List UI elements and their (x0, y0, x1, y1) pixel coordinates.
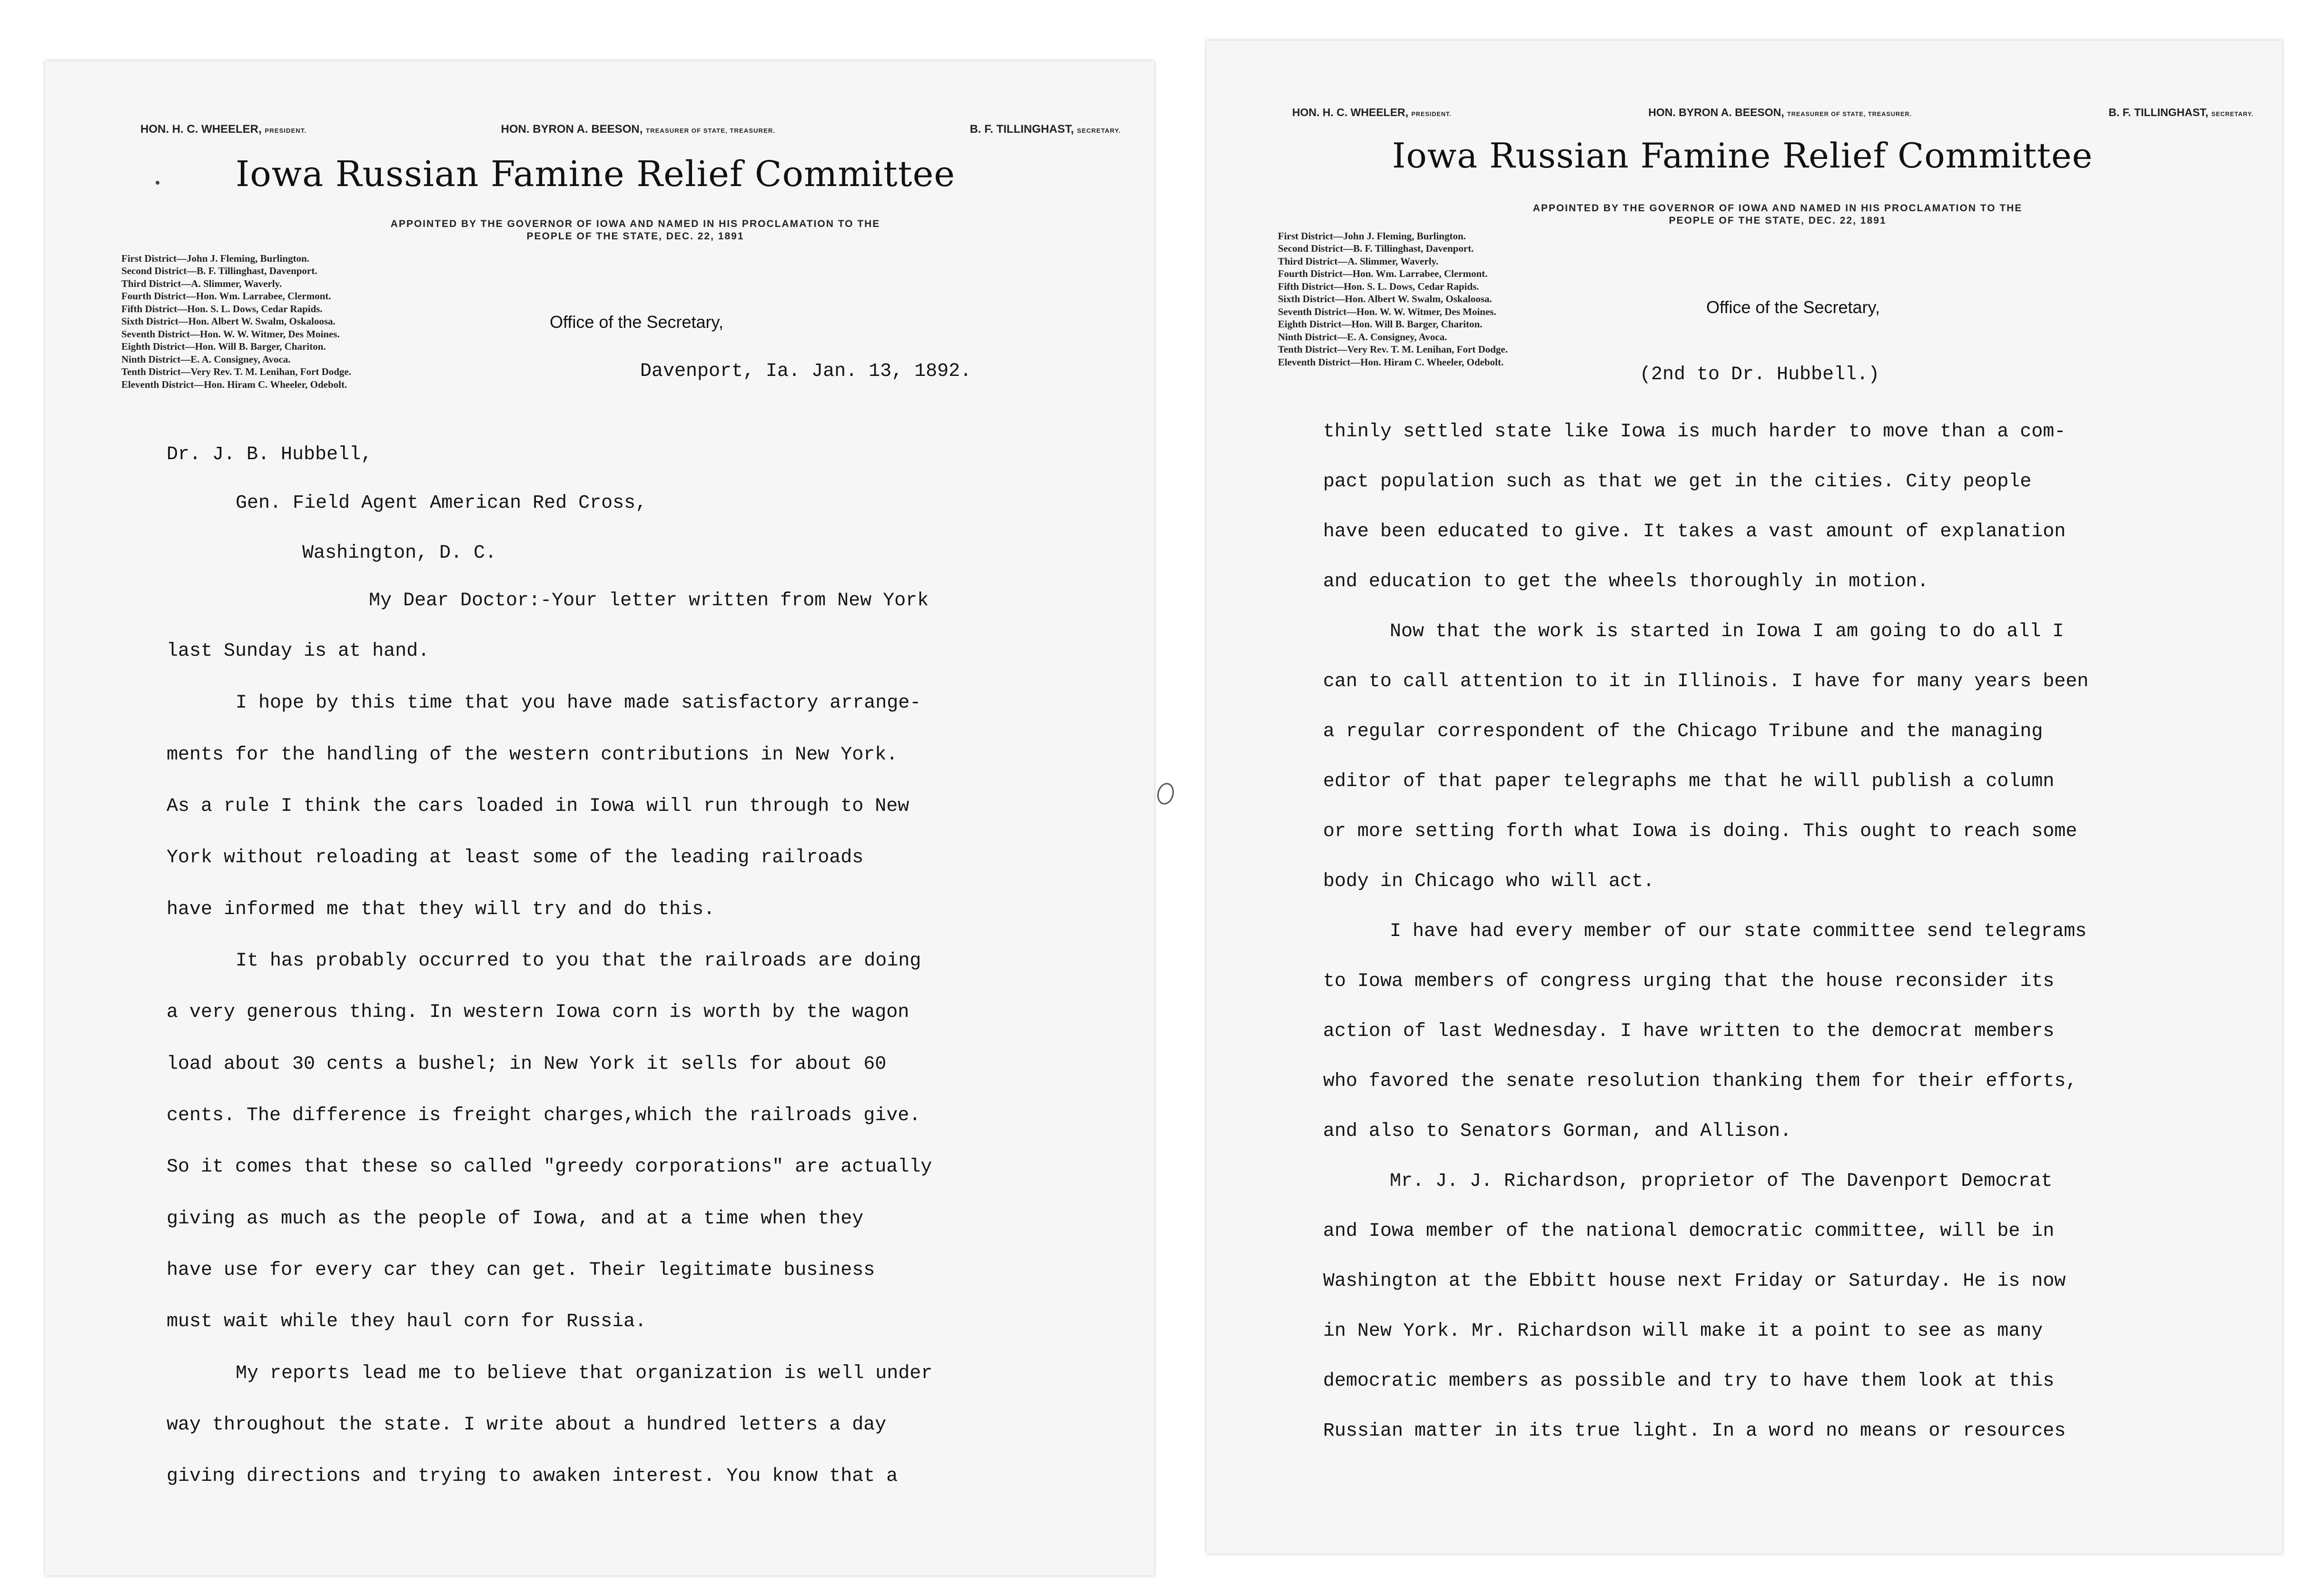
district-item: Seventh District—Hon. W. W. Witmer, Des Moines. (121, 328, 340, 340)
district-list (121, 252, 351, 391)
body-line: York without reloading at least some of the leading railroads (167, 847, 864, 868)
body-line: and also to Senators Gorman, and Allison. (1323, 1121, 1792, 1142)
district-item: Third District—A. Slimmer, Waverly. (1278, 255, 1439, 267)
body-line: thinly settled state like Iowa is much harder to move than a com- (1323, 421, 2066, 443)
district-item: Second District—B. F. Tillinghast, Davenport. (121, 265, 317, 277)
district-item: Second District—B. F. Tillinghast, Davenport. (1278, 243, 1474, 255)
body-line: giving as much as the people of Iowa, and at a time when they (167, 1208, 864, 1230)
body-line: I have had every member of our state committee send telegrams (1390, 921, 2087, 942)
officer-secretary: B. F. TILLINGHAST, SECRETARY. (2108, 106, 2254, 118)
body-line: last Sunday is at hand. (167, 640, 430, 662)
district-item: Eleventh District—Hon. Hiram C. Wheeler, Odebolt. (121, 378, 347, 390)
district-item: Ninth District—E. A. Consigney, Avoca. (121, 353, 291, 365)
continuation-heading: (2nd to Dr. Hubbell.) (1640, 364, 1880, 385)
appointment-line-2: PEOPLE OF THE STATE, DEC. 22, 1891 (526, 231, 744, 242)
officers-row (1207, 106, 2282, 119)
body-line: pact population such as that we get in the cities. City people (1323, 471, 2032, 493)
body-line: action of last Wednesday. I have written to the democrat members (1323, 1021, 2055, 1042)
district-item: Sixth District—Hon. Albert W. Swalm, Oskaloosa. (1278, 293, 1492, 305)
officer-treasurer: HON. BYRON A. BEESON, TREASURER OF STATE, TREASURER. (501, 123, 776, 136)
district-item: Eleventh District—Hon. Hiram C. Wheeler, Odebolt. (1278, 356, 1504, 368)
district-item: First District—John J. Fleming, Burlington. (121, 253, 309, 264)
appointment-note (1444, 202, 2111, 227)
body-line: ments for the handling of the western contributions in New York. (167, 744, 898, 766)
committee-title: Iowa Russian Famine Relief Committee (1392, 136, 2093, 176)
officer-secretary: B. F. TILLINGHAST, SECRETARY. (969, 123, 1121, 136)
body-line: in New York. Mr. Richardson will make it a point to see as many (1323, 1320, 2043, 1342)
appointment-line-2: PEOPLE OF THE STATE, DEC. 22, 1891 (1669, 215, 1887, 227)
body-line: to Iowa members of congress urging that the house reconsider its (1323, 971, 2055, 992)
body-line: body in Chicago who will act. (1323, 871, 1655, 892)
body-line: democratic members as possible and try to have them look at this (1323, 1370, 2055, 1392)
body-line: and Iowa member of the national democratic committee, will be in (1323, 1221, 2055, 1242)
salutation-line: My Dear Doctor:-Your letter written from New York (369, 590, 929, 611)
appointment-line-1: APPOINTED BY THE GOVERNOR OF IOWA AND NAMED IN HIS PROCLAMATION TO THE (390, 218, 880, 229)
body-line: So it comes that these so called "greedy corporations" are actually (167, 1156, 932, 1178)
body-line: must wait while they haul corn for Russia. (167, 1311, 647, 1332)
district-item: Sixth District—Hon. Albert W. Swalm, Oskaloosa. (121, 315, 336, 327)
district-item: Third District—A. Slimmer, Waverly. (121, 277, 282, 289)
ink-dot (156, 181, 159, 185)
district-item: Eighth District—Hon. Will B. Barger, Chariton. (1278, 318, 1483, 330)
district-item: Eighth District—Hon. Will B. Barger, Chariton. (121, 341, 326, 353)
body-line: way throughout the state. I write about a hundred letters a day (167, 1414, 887, 1436)
office-of-secretary: Office of the Secretary, (1706, 297, 1880, 317)
body-line: As a rule I think the cars loaded in Iowa will run through to New (167, 796, 910, 817)
appointment-line-1: APPOINTED BY THE GOVERNOR OF IOWA AND NAMED IN HIS PROCLAMATION TO THE (1533, 203, 2023, 214)
district-item: Fourth District—Hon. Wm. Larrabee, Clermont. (1278, 268, 1488, 280)
body-line: load about 30 cents a bushel; in New York it sells for about 60 (167, 1054, 887, 1075)
letter-page-1 (45, 61, 1154, 1576)
body-line: editor of that paper telegraphs me that he will publish a column (1323, 771, 2055, 792)
pencil-margin-mark (1155, 781, 1177, 806)
recipient-name: Dr. J. B. Hubbell, (167, 444, 373, 465)
district-item: Fifth District—Hon. S. L. Dows, Cedar Rapids. (121, 303, 323, 315)
officer-treasurer: HON. BYRON A. BEESON, TREASURER OF STATE, TREASURER. (1648, 106, 1912, 118)
body-line: Washington at the Ebbitt house next Friday or Saturday. He is now (1323, 1271, 2066, 1292)
committee-title: Iowa Russian Famine Relief Committee (236, 154, 956, 195)
officer-president: HON. H. C. WHEELER, PRESIDENT. (140, 123, 307, 136)
body-line: and education to get the wheels thoroughly in motion. (1323, 571, 1929, 592)
body-line: Mr. J. J. Richardson, proprietor of The Davenport Democrat (1390, 1171, 2053, 1192)
district-item: Fifth District—Hon. S. L. Dows, Cedar Rapids. (1278, 280, 1479, 292)
letter-page-2 (1207, 40, 2282, 1554)
body-line: It has probably occurred to you that the railroads are doing (236, 950, 921, 972)
appointment-note (293, 218, 978, 243)
body-line: I hope by this time that you have made satisfactory arrange- (236, 692, 921, 714)
district-item: Ninth District—E. A. Consigney, Avoca. (1278, 331, 1447, 343)
body-line: Russian matter in its true light. In a word no means or resources (1323, 1420, 2066, 1442)
district-item: First District—John J. Fleming, Burlington. (1278, 230, 1466, 242)
body-line: have informed me that they will try and do this. (167, 899, 715, 920)
district-item: Fourth District—Hon. Wm. Larrabee, Clermont. (121, 290, 331, 302)
body-line: have use for every car they can get. Their legitimate business (167, 1260, 875, 1281)
dateline: Davenport, Ia. Jan. 13, 1892. (640, 361, 972, 382)
body-line: have been educated to give. It takes a vast amount of explanation (1323, 521, 2066, 542)
district-list (1278, 230, 1508, 368)
district-item: Tenth District—Very Rev. T. M. Lenihan, Fort Dodge. (121, 366, 351, 378)
body-line: a very generous thing. In western Iowa corn is worth by the wagon (167, 1002, 910, 1023)
body-line: can to call attention to it in Illinois. I have for many years been (1323, 671, 2089, 692)
recipient-location: Washington, D. C. (302, 542, 497, 564)
office-of-secretary: Office of the Secretary, (550, 312, 723, 332)
officers-row (45, 123, 1154, 136)
district-item: Tenth District—Very Rev. T. M. Lenihan, Fort Dodge. (1278, 344, 1508, 355)
body-line: cents. The difference is freight charges,which the railroads give. (167, 1105, 921, 1126)
officer-president: HON. H. C. WHEELER, PRESIDENT. (1292, 106, 1452, 118)
body-line: who favored the senate resolution thanking them for their efforts, (1323, 1071, 2077, 1092)
recipient-title: Gen. Field Agent American Red Cross, (236, 493, 647, 514)
body-line: a regular correspondent of the Chicago Tribune and the managing (1323, 721, 2043, 742)
body-line: giving directions and trying to awaken interest. You know that a (167, 1466, 898, 1487)
district-item: Seventh District—Hon. W. W. Witmer, Des Moines. (1278, 305, 1496, 317)
body-line: My reports lead me to believe that organization is well under (236, 1363, 933, 1384)
body-line: or more setting forth what Iowa is doing. This ought to reach some (1323, 821, 2077, 842)
body-line: Now that the work is started in Iowa I am going to do all I (1390, 621, 2064, 642)
